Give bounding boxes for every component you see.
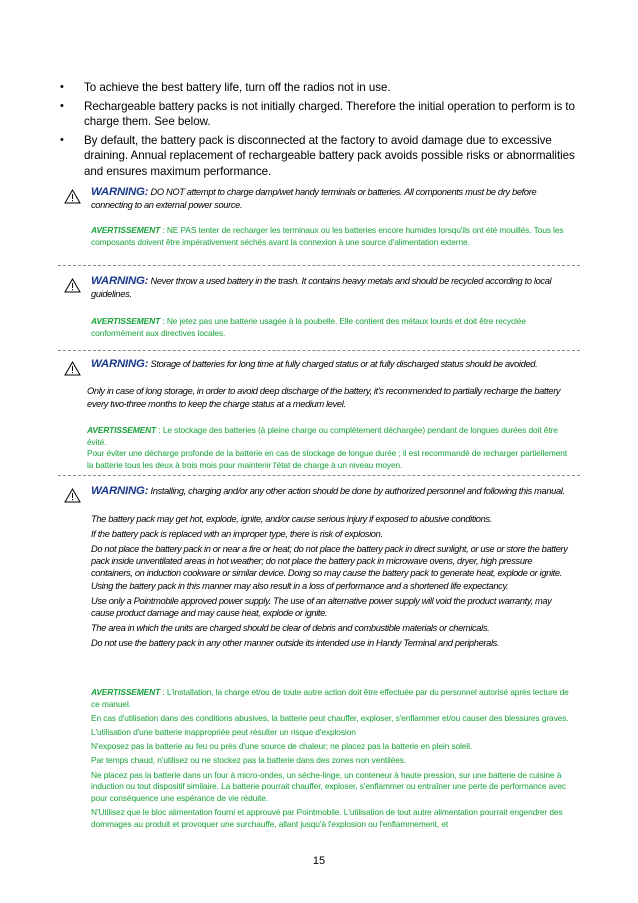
warning-triangle-icon — [64, 189, 81, 204]
avertissement-text: AVERTISSEMENT : Ne jetez pas une batterie usagée à la poubelle. Elle contient des métaux lourds et doit être recyclée conformément aux directives locales. — [91, 316, 526, 338]
warning-text: WARNING: Never throw a used battery in the trash. It contains heavy metals and should be recycled according to local guidelines. — [91, 275, 552, 300]
bullet-dot: • — [60, 133, 64, 146]
warning-details: The battery pack may get hot, explode, ignite, and/or cause serious injury if exposed to abusive conditions. If the battery pack is replaced with an improper type, there is risk of explosion. Do not place the battery pack in or near a fire or heat; do not place the battery pack in direct sunlight, or use or store the battery pack inside unventilated areas in hot weather; do not place the battery pack in microwave ovens, dryer, high pressure containers, on induction cookware or similar device. Doing so may cause the battery pack to generate heat, explode or ignite. Using the battery pack in this manner may also result in a loss of performance and a shortened life expectancy. Use only a Pointmobile approved power supply. The use of an alternative power supply will void the product warranty, may cause product damage and may cause heat, explode or ignite. The area in which the units are charged should be clear of debris and combustible materials or chemicals. Do not use the battery pack in any other manner outside its intended use in Handy Terminal and peripherals. — [91, 514, 568, 648]
avertissement-text: AVERTISSEMENT : L'installation, la charge et/ou de toute autre action doit être effectuée par du personnel autorisé après lecture de ce manuel. En cas d'utilisation dans des conditions abusives, la batterie peut chauffer, exploser, s'enflammer et/ou causer des blessures graves. L'utilisation d'une batterie inappropriée peut résulter un risque d'explosion N'exposez pas la batterie au feu ou près d'une source de chaleur; ne placez pas la batterie en plein soleil. Par temps chaud, n'utilisez ou ne stockez pas la batterie dans des zones non ventilées. Ne placez pas la batterie dans un four à micro-ondes, un sèche-linge, un conteneur à haute pression, sur une batterie de cuisine à induction ou tout dispositif similaire. La batterie pourrait chauffer, exploser, s'enflammer ou entraîner une perte de performance avec pour conséquence une espérance de vie réduite. N'Utilisez que le bloc alimentation fourni et approuvé par Pointmobile. L'utilisation de tout autre alimentation pourrait engendrer des dommages au produit et provoquer une surchauffe, allant jusqu'à l'explosion ou l'enflammement, et — [91, 687, 569, 829]
avertissement-label: AVERTISSEMENT — [91, 316, 161, 326]
warning-label: WARNING: — [91, 186, 149, 198]
separator — [58, 350, 580, 351]
bullet-item: • To achieve the best battery life, turn off the radios not in use. — [60, 81, 391, 94]
warning-detail: Only in case of long storage, in order to avoid deep discharge of the battery, it's recommended to partially recharge the battery every two-three months to keep the charge status at a medium level. — [87, 386, 561, 410]
bullet-item: • By default, the battery pack is disconnected at the factory to avoid damage due to excessive draining. Annual replacement of rechargeable battery pack avoids possible risks or abnormalities and ensures maximum performance. — [60, 133, 575, 178]
page-number: 15 — [312, 855, 326, 867]
separator — [58, 265, 580, 266]
bullet-list — [58, 80, 578, 182]
bullet-dot: • — [60, 81, 64, 93]
warning-label: WARNING: — [91, 358, 149, 370]
avertissement-text: AVERTISSEMENT : NE PAS tenter de recharger les terminaux ou les batteries encore humides lorsqu'ils ont été mouillés. Tous les composants doivent être impérativement séchés avant la connexion à une source d'alimentation externe. — [91, 225, 564, 247]
warning-triangle-icon — [64, 278, 81, 293]
bullet-dot: • — [60, 99, 64, 112]
avertissement-label: AVERTISSEMENT — [91, 225, 161, 235]
warning-label: WARNING: — [91, 275, 149, 287]
warning-text: WARNING: Installing, charging and/or any other action should be done by authorized personnel and following this manual. — [91, 485, 565, 497]
warning-triangle-icon — [64, 361, 81, 376]
avertissement-label: AVERTISSEMENT — [91, 687, 161, 697]
separator — [58, 475, 580, 476]
bullet-item: • Rechargeable battery packs is not initially charged. Therefore the initial operation to perform is to charge them. See below. — [60, 99, 575, 128]
avertissement-text: AVERTISSEMENT : Le stockage des batteries (à pleine charge ou complètement déchargée) pendant de longues durées doit être évité. Pour éviter une décharge profonde de la batterie en cas de stockage de longue durée ; il est recommandé de recharger partiellement la batterie tous les deux à trois mois pour maintenir l'état de charge à un niveau moyen. — [87, 425, 568, 470]
avertissement-label: AVERTISSEMENT — [87, 425, 157, 435]
warning-triangle-icon — [64, 488, 81, 503]
warning-text: WARNING: DO NOT attempt to charge damp/wet handy terminals or batteries. All components must be dry before connecting to an external power source. — [91, 186, 537, 211]
warning-text: WARNING: Storage of batteries for long time at fully charged status or at fully discharged status should be avoided. — [91, 358, 538, 370]
warning-label: WARNING: — [91, 485, 149, 497]
